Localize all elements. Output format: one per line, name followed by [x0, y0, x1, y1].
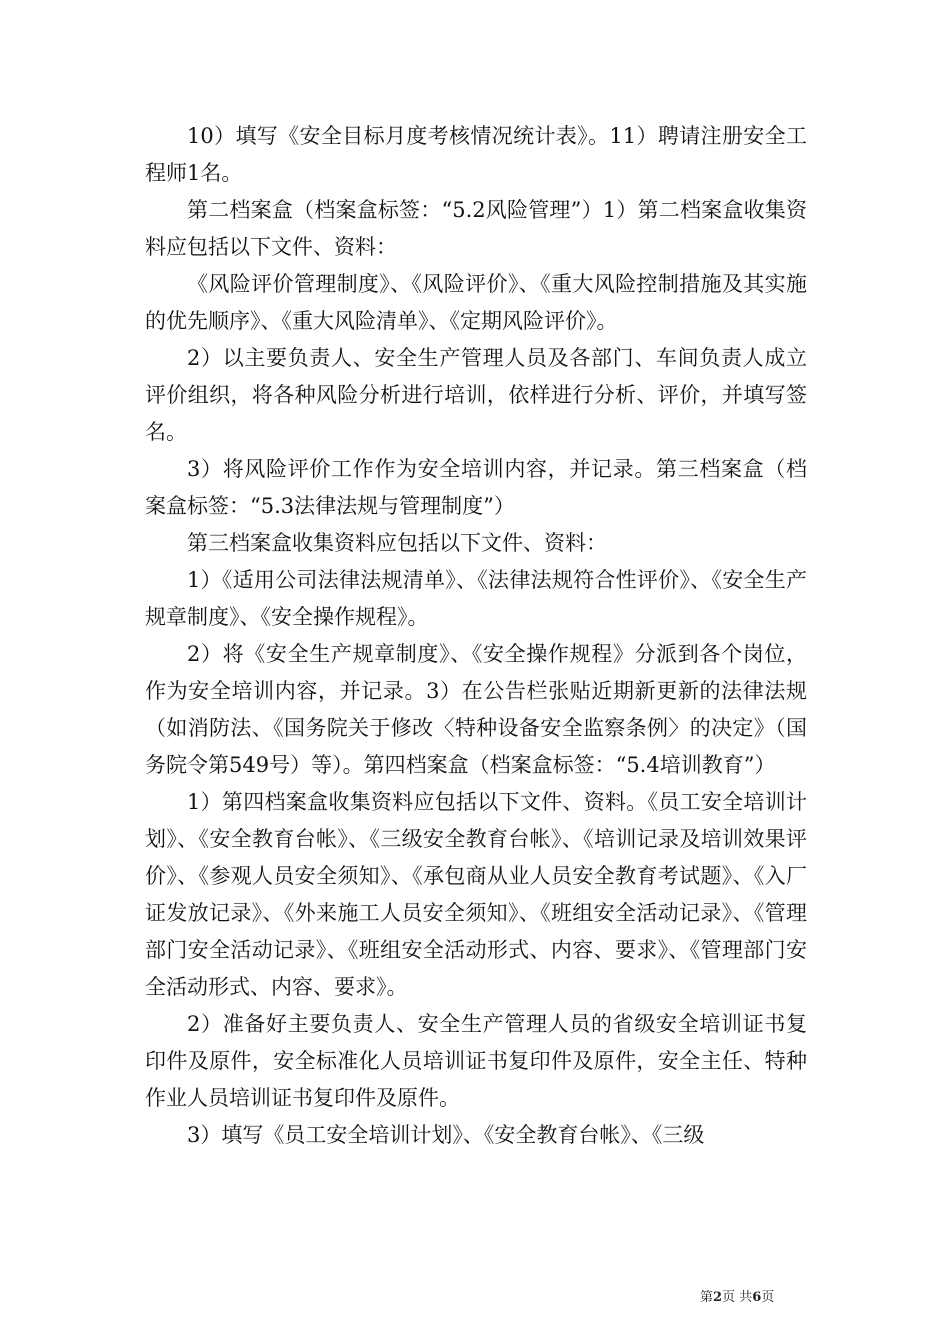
current-page-number: 2: [713, 1290, 723, 1305]
paragraph-9: 1）第四档案盒收集资料应包括以下文件、资料。《员工安全培训计划》、《安全教育台帐》、《三级安全教育台帐》、《培训记录及培训效果评价》、《参观人员安全须知》、《承包商从业人员安全教育考试题》、《入厂证发放记录》、《外来施工人员安全须知》、《班组安全活动记录》、《管理部门安全活动记录》、《班组安全活动形式、内容、要求》、《管理部门安全活动形式、内容、要求》。: [145, 790, 807, 999]
footer-prefix: 第: [700, 1290, 714, 1305]
paragraph-4: 2）以主要负责人、安全生产管理人员及各部门、车间负责人成立评价组织，将各种风险分析进行培训，依样进行分析、评价，并填写签名。: [145, 346, 807, 444]
paragraph-11: 3）填写《员工安全培训计划》、《安全教育台帐》、《三级: [187, 1123, 705, 1147]
paragraph-6: 第三档案盒收集资料应包括以下文件、资料：: [187, 531, 607, 555]
paragraph-7: 1）《适用公司法律法规清单》、《法律法规符合性评价》、《安全生产规章制度》、《安全操作规程》。: [145, 568, 807, 629]
paragraph-8: 2）将《安全生产规章制度》、《安全操作规程》分派到各个岗位，作为安全培训内容，并记录。3）在公告栏张贴近期新更新的法律法规（如消防法、《国务院关于修改〈特种设备安全监察条例〉的决定》（国务院令第549号）等）。第四档案盒（档案盒标签：“5.4培训教育”）: [145, 642, 807, 777]
footer-middle: 页 共: [722, 1290, 753, 1305]
paragraph-3: 《风险评价管理制度》、《风险评价》、《重大风险控制措施及其实施的优先顺序》、《重大风险清单》、《定期风险评价》。: [145, 272, 807, 333]
paragraph-10: 2）准备好主要负责人、安全生产管理人员的省级安全培训证书复印件及原件，安全标准化人员培训证书复印件及原件，安全主任、特种作业人员培训证书复印件及原件。: [145, 1012, 807, 1110]
paragraph-1: 10）填写《安全目标月度考核情况统计表》。11）聘请注册安全工程师1名。: [145, 124, 807, 185]
paragraph-5: 3）将风险评价工作作为安全培训内容，并记录。第三档案盒（档案盒标签：“5.3法律法规与管理制度”）: [145, 457, 807, 518]
document-body: [145, 118, 807, 1154]
footer-suffix: 页: [761, 1290, 775, 1305]
total-page-number: 6: [752, 1290, 762, 1305]
paragraph-2: 第二档案盒（档案盒标签：“5.2风险管理”）1）第二档案盒收集资料应包括以下文件、资料：: [145, 198, 807, 259]
page-number-footer: [700, 1286, 774, 1305]
